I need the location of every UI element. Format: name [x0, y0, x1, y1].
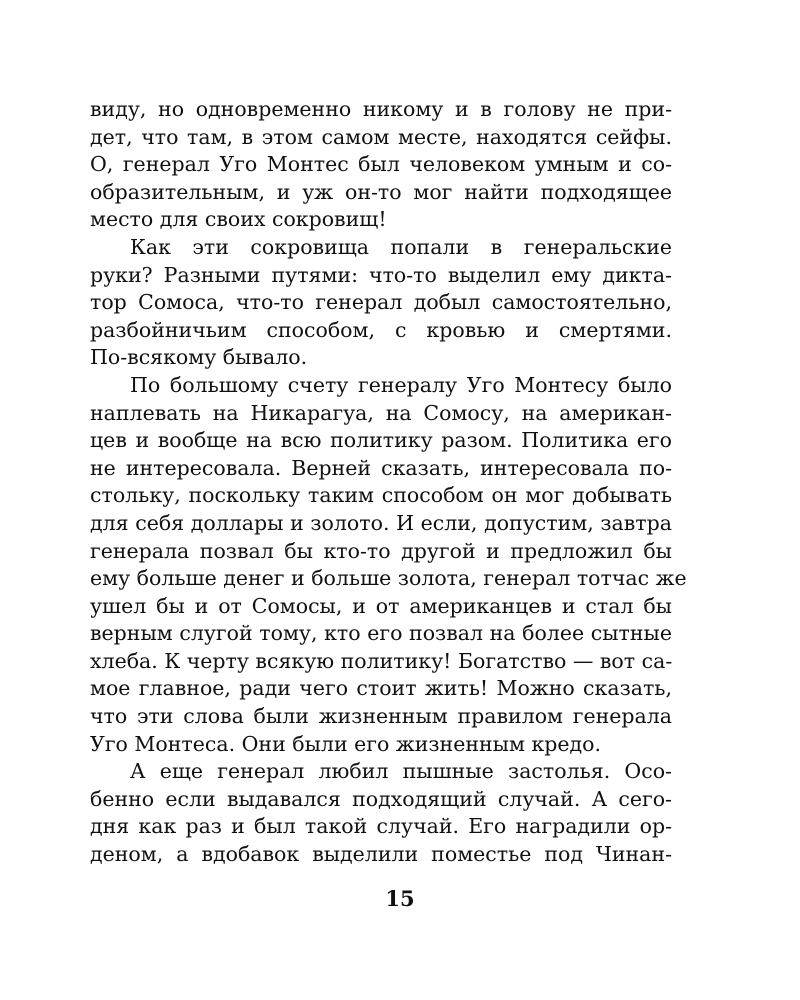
text-line: руки? Разными путями: что-то выделил ему дикта-	[90, 262, 672, 287]
text-line: А еще генерал любил пышные застолья. Осо-	[130, 759, 672, 784]
text-line: тор Сомоса, что-то генерал добыл самостоятельно,	[90, 290, 672, 315]
paragraph	[90, 758, 672, 868]
text-line: верным слугой тому, кто его позвал на более сытные	[90, 621, 672, 646]
text-line: ушел бы и от Сомосы, и от американцев и стал бы	[90, 593, 672, 618]
paragraph	[90, 372, 687, 758]
text-line: разбойничьим способом, с кровью и смертями.	[90, 317, 672, 342]
page-body	[90, 96, 687, 869]
text-line: виду, но одновременно никому и в голову не при-	[90, 97, 672, 121]
text-line: деном, а вдобавок выделили поместье под Чинан-	[90, 842, 672, 867]
text-line: По-всякому бывало.	[90, 345, 308, 370]
paragraph	[90, 96, 672, 234]
text-line: хлеба. К черту всякую политику! Богатство — вот са-	[90, 648, 673, 673]
text-line: место для своих сокровищ!	[90, 207, 387, 232]
paragraph	[90, 234, 672, 372]
text-line: дня как раз и был такой случай. Его наградили ор-	[90, 814, 672, 839]
text-line: образительным, и уж он-то мог найти подходящее	[90, 179, 672, 204]
page-number: 15	[385, 886, 415, 911]
text-line: По большому счету генералу Уго Монтесу было	[130, 372, 672, 397]
text-line: стольку, поскольку таким способом он мог добывать	[90, 483, 672, 508]
text-line: наплевать на Никарагуа, на Сомосу, на американ-	[90, 400, 672, 425]
text-line: цев и вообще на всю политику разом. Политика его	[90, 428, 672, 453]
text-line: дет, что там, в этом самом месте, находятся сейфы.	[90, 124, 672, 149]
text-line: для себя доллары и золото. И если, допустим, завтра	[90, 510, 672, 535]
text-line: не интересовала. Верней сказать, интересовала по-	[90, 455, 672, 480]
text-line: мое главное, ради чего стоит жить! Можно сказать,	[90, 676, 672, 701]
text-line: Как эти сокровища попали в генеральские	[130, 234, 672, 259]
text-line: что эти слова были жизненным правилом генерала	[90, 704, 672, 729]
text-line: О, генерал Уго Монтес был человеком умным и со-	[90, 152, 672, 177]
text-line: бенно если выдавался подходящий случай. А сего-	[90, 786, 672, 811]
text-line: генерала позвал бы кто-то другой и предложил бы	[90, 538, 672, 563]
text-line: Уго Монтеса. Они были его жизненным кредо.	[90, 731, 602, 756]
text-line: ему больше денег и больше золота, генерал тотчас же	[90, 566, 687, 591]
